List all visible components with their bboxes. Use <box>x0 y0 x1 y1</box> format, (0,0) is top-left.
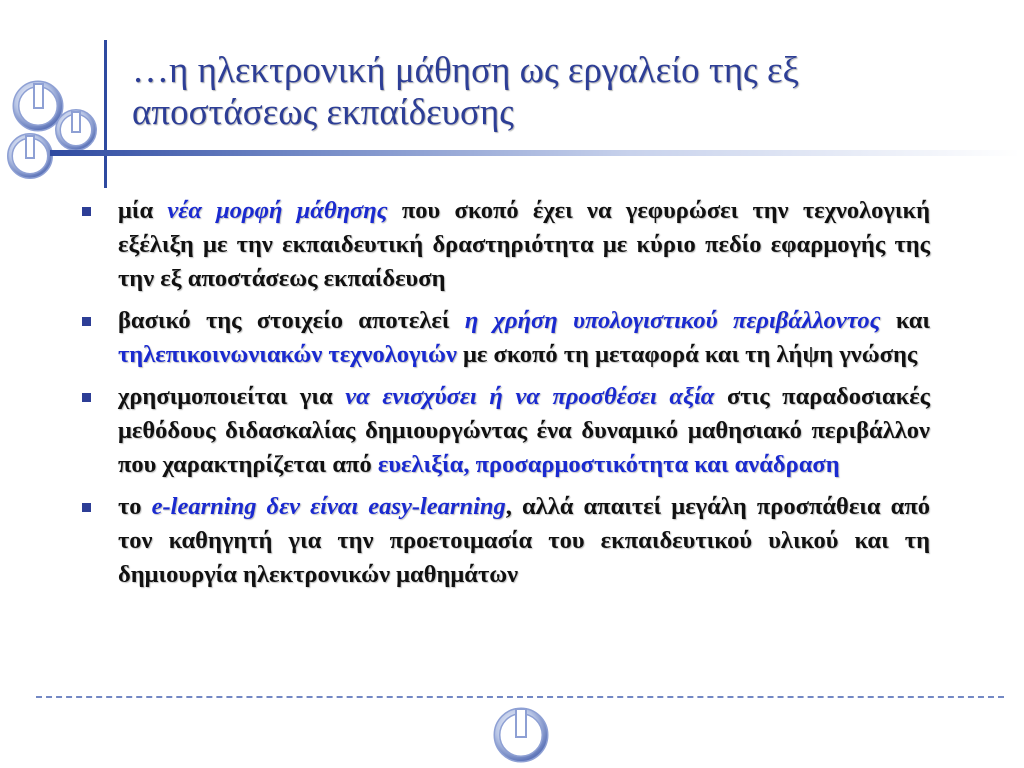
bullet-text: και <box>880 307 930 334</box>
bullet-item-2 <box>78 304 930 372</box>
rings-logo-icon <box>0 68 110 188</box>
bullet-text: το <box>118 493 152 520</box>
highlighted-phrase: ευελιξία, προσαρμοστικότητα και ανάδραση <box>377 451 840 478</box>
bullet-item-4 <box>78 490 930 592</box>
bullet-list <box>78 194 930 600</box>
footer-ring-logo-icon <box>488 701 554 765</box>
slide-title: …η ηλεκτρονική μάθηση ως εργαλείο της εξ αποστάσεως εκπαίδευσης <box>132 50 799 133</box>
bullet-text: που σκοπό έχει να γεφυρώσει την τεχνολογική εξέλιξη με την εκπαιδευτική δραστηριότητα με κύριο πεδίο εφαρμογής της την εξ αποστάσεως εκπαίδευση <box>118 197 930 292</box>
square-bullet-icon <box>82 207 91 216</box>
square-bullet-icon <box>82 317 91 326</box>
bullet-text: χρησιμοποιείται για <box>118 383 346 410</box>
highlighted-phrase: η χρήση υπολογιστικού περιβάλλοντος <box>464 307 881 334</box>
footer-dashed-divider <box>36 696 1004 698</box>
highlighted-phrase: νέα μορφή μάθησης <box>167 197 388 224</box>
title-vertical-rule <box>104 40 107 188</box>
square-bullet-icon <box>82 503 91 512</box>
bullet-text: στις παραδοσιακές μεθόδους διδασκαλίας δημιουργώντας ένα δυναμικό μαθησιακό περιβάλλον που χαρακτηρίζεται από <box>118 383 931 478</box>
square-bullet-icon <box>82 393 91 402</box>
bullet-item-1 <box>78 194 930 296</box>
bullet-text: με σκοπό τη μεταφορά και τη λήψη γνώσης <box>456 341 918 368</box>
highlighted-phrase: να ενισχύσει ή να προσθέσει αξία <box>345 383 715 410</box>
bullet-item-3 <box>78 380 930 482</box>
bullet-text: , αλλά απαιτεί μεγάλη προσπάθεια από τον καθηγητή για την προετοιμασία του εκπαιδευτικού υλικού και τη δημιουργία ηλεκτρονικών μαθημάτων <box>118 493 931 588</box>
bullet-text: βασικό της στοιχείο αποτελεί <box>118 307 465 334</box>
bullet-text: μία <box>118 197 168 224</box>
title-underline-gradient <box>50 150 1020 156</box>
highlighted-phrase: τηλεπικοινωνιακών τεχνολογιών <box>118 341 457 368</box>
highlighted-phrase: e-learning δεν είναι easy-learning <box>151 493 506 520</box>
